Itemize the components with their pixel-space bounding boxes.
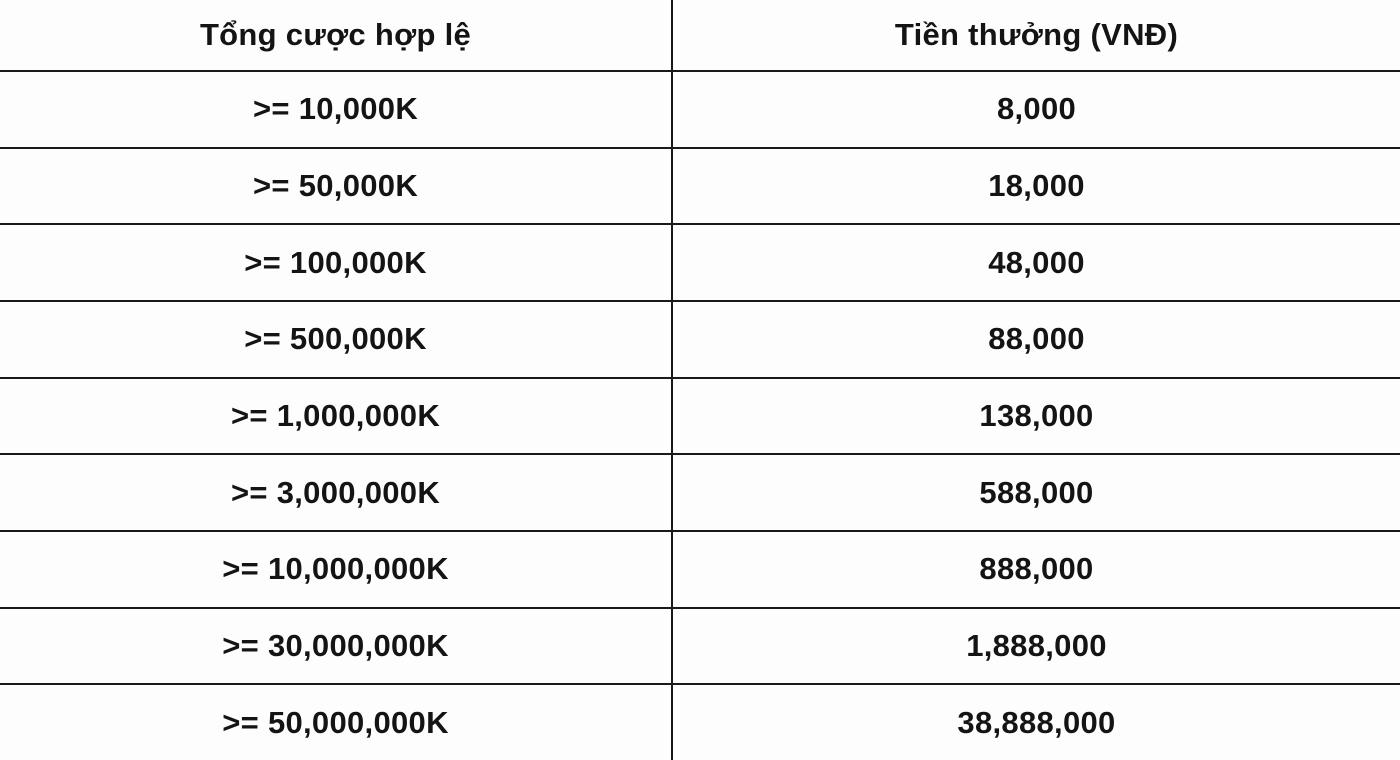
reward-amount-cell: 888,000 <box>979 551 1094 587</box>
table-row <box>0 70 1400 147</box>
table-row <box>0 223 1400 300</box>
bet-threshold-cell: >= 50,000K <box>0 149 673 224</box>
reward-amount-cell: 588,000 <box>979 474 1094 510</box>
bet-threshold-cell: >= 1,000,000K <box>0 379 673 454</box>
header-row <box>0 0 1400 70</box>
column-header-reward-vnd: Tiền thưởng (VNĐ) <box>894 17 1179 52</box>
table-row <box>0 300 1400 377</box>
reward-amount-cell: 138,000 <box>979 398 1094 434</box>
table-row <box>0 530 1400 607</box>
reward-amount-cell: 38,888,000 <box>957 704 1116 740</box>
table-row <box>0 147 1400 224</box>
bet-threshold-cell: >= 50,000,000K <box>0 685 673 760</box>
reward-amount-cell: 1,888,000 <box>966 628 1107 664</box>
table-row <box>0 453 1400 530</box>
bet-threshold-cell: >= 30,000,000K <box>0 609 673 684</box>
table-row <box>0 607 1400 684</box>
reward-amount-cell: 18,000 <box>988 168 1085 203</box>
table-row <box>0 683 1400 760</box>
bet-threshold-cell: >= 100,000K <box>0 225 673 300</box>
table-row <box>0 377 1400 454</box>
bet-threshold-cell: >= 10,000K <box>0 72 673 147</box>
reward-amount-cell: 88,000 <box>988 321 1085 357</box>
reward-amount-cell: 48,000 <box>988 244 1085 280</box>
reward-amount-cell: 8,000 <box>996 91 1077 127</box>
column-header-total-valid-bet: Tổng cược hợp lệ <box>0 0 673 70</box>
bet-threshold-cell: >= 500,000K <box>0 302 673 377</box>
bet-threshold-cell: >= 3,000,000K <box>0 455 673 530</box>
bet-threshold-cell: >= 10,000,000K <box>0 532 673 607</box>
